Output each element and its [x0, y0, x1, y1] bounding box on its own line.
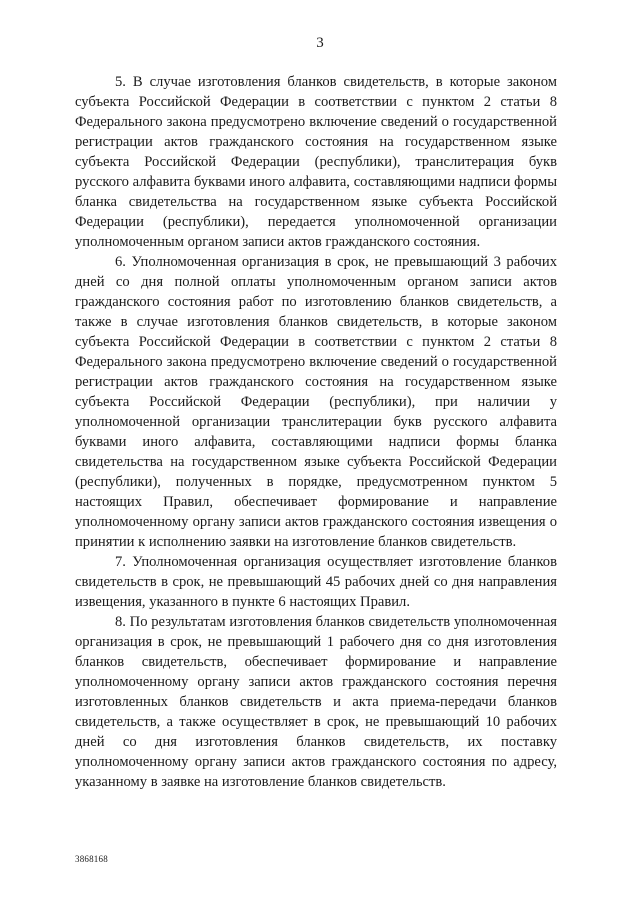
- paragraph-7: 7. Уполномоченная организация осуществляет изготовление бланков свидетельств в срок, не превышающий 45 рабочих дней со дня направления извещения, указанного в пункте 6 настоящих Правил.: [75, 554, 557, 610]
- paragraph-6: 6. Уполномоченная организация в срок, не превышающий 3 рабочих дней со дня полной оплаты уполномоченным органом записи актов гражданского состояния работ по изготовлению бланков свидетельств, а также в случае изготовления бланков свидетельств, в которые законом субъекта Российской Федерации в соответствии с пунктом 2 статьи 8 Федерального закона предусмотрено включение сведений о государственной регистрации актов гражданского состояния на государственном языке субъекта Российской Федерации (республики), при наличии у уполномоченной организации транслитерации букв русского алфавита буквами иного алфавита, составляющими надписи формы бланка свидетельства на государственном языке субъекта Российской Федерации (республики), полученных в порядке, предусмотренном пунктом 5 настоящих Правил, обеспечивает формирование и направление уполномоченному органу записи актов гражданского состояния извещения о принятии к исполнению заявки на изготовление бланков свидетельств.: [75, 254, 557, 550]
- page-number: 3: [316, 35, 324, 51]
- paragraph-5: 5. В случае изготовления бланков свидетельств, в которые законом субъекта Российской Федерации в соответствии с пунктом 2 статьи 8 Федерального закона предусмотрено включение сведений о государственной регистрации актов гражданского состояния на государственном языке субъекта Российской Федерации (республики), транслитерация букв русского алфавита буквами иного алфавита, составляющими надписи формы бланка свидетельства на государственном языке субъекта Российской Федерации (республики), передается уполномоченной организации уполномоченным органом записи актов гражданского состояния.: [75, 74, 557, 250]
- document-code: 3868168: [75, 854, 108, 864]
- document-body: [75, 72, 557, 792]
- paragraph-8: 8. По результатам изготовления бланков свидетельств уполномоченная организация в срок, не превышающий 1 рабочего дня со дня изготовления бланков свидетельств, обеспечивает формирование и направление уполномоченному органу записи актов гражданского состояния перечня изготовленных бланков свидетельств и акта приема-передачи бланков свидетельств, а также осуществляет в срок, не превышающий 10 рабочих дней со дня изготовления бланков свидетельств, их поставку уполномоченному органу записи актов гражданского состояния по адресу, указанному в заявке на изготовление бланков свидетельств.: [75, 614, 557, 790]
